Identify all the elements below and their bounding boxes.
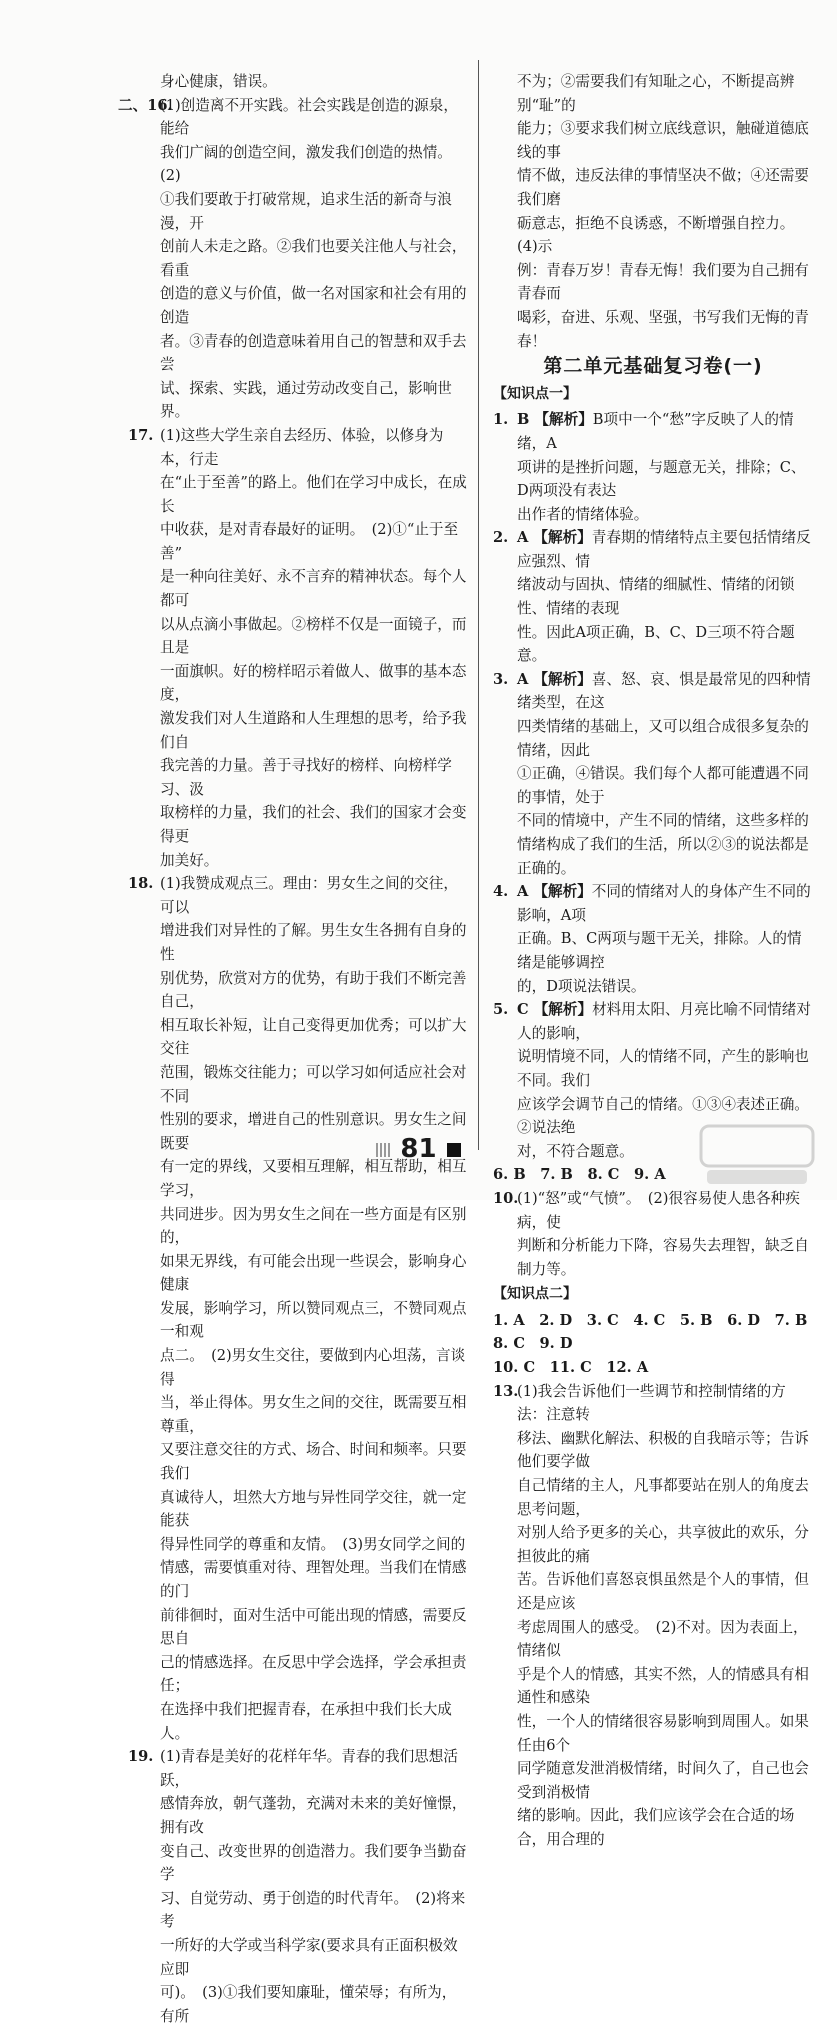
- text-line: 又要注意交往的方式、场合、时间和频率。只要我们: [160, 1441, 467, 1483]
- question-number: 5.: [493, 1001, 509, 1019]
- answers-row-2: 10. C 11. C 12. A: [493, 1359, 649, 1377]
- question-1: [493, 408, 813, 526]
- text-line: 者。③青春的创造意味着用自己的智慧和双手去尝: [160, 332, 467, 374]
- text-line: 性，一个人的情绪很容易影响到周围人。如果任由6个: [517, 1712, 809, 1754]
- text-line: 项讲的是挫折问题，与题意无关，排除；C、D两项没有表达: [517, 458, 806, 500]
- text-line: 四类情绪的基础上，又可以组合成很多复杂的情绪，因此: [517, 718, 809, 759]
- question-13: [493, 1380, 813, 1852]
- question-10: [493, 1187, 813, 1281]
- text-line: (1)“怒”或“气愤”。 (2)很容易使人患各种疾病，使: [517, 1189, 800, 1231]
- text-line: 不为；②需要我们有知耻之心，不断提高辨别“耻”的: [517, 73, 795, 114]
- text-line: 习、自觉劳动、勇于创造的时代青年。 (2)将来考: [160, 1889, 466, 1931]
- text-line: 乎是个人的情感，其实不然，人的情感具有相通性和感染: [517, 1665, 809, 1707]
- knowledge-point-1-heading: 【知识点一】: [493, 385, 577, 402]
- text-line: 如果无界线，有可能会出现一些误会，影响身心健康: [160, 1252, 467, 1294]
- text-line: 激发我们对人生道路和人生理想的思考，给予我们自: [160, 710, 467, 751]
- text-line: 创前人未走之路。②我们也要关注他人与社会，看重: [160, 238, 467, 279]
- text-line: B项中一个“愁”字反映了人的情绪，A: [517, 411, 794, 452]
- text-line: (1)青春是美好的花样年华。青春的我们思想活跃，: [160, 1748, 458, 1789]
- answer-lines: [517, 411, 813, 526]
- text-line: 绪波动与固执、情绪的细腻性、情绪的闭锁性、情绪的表现: [517, 576, 795, 618]
- question-number: 19.: [128, 1748, 154, 1766]
- answer-tag: A 【解析】: [517, 883, 592, 901]
- question-number: 17.: [128, 426, 154, 444]
- square-icon: [447, 1143, 461, 1157]
- text-line: 变自己、改变世界的创造潜力。我们要争当勤奋学: [160, 1842, 467, 1884]
- answer-lines: [517, 1380, 813, 1852]
- text-line: 前徘徊时，面对生活中可能出现的情感，需要反思自: [160, 1606, 467, 1648]
- text-line: 一所好的大学或当科学家(要求具有正面积极效应即: [160, 1936, 458, 1978]
- text-line: 当，举止得体。男女生之间的交往，既需要互相尊重，: [160, 1394, 467, 1435]
- question-number: 二、16.: [118, 96, 173, 114]
- page-number: 81: [400, 1134, 437, 1164]
- text-line: 砺意志，拒绝不良诱惑，不断增强自控力。 (4)示: [517, 214, 802, 256]
- answer-lines: [517, 1187, 813, 1281]
- question-2: [493, 526, 813, 668]
- answers-row-1: 1. A 2. D 3. C 4. C 5. B 6. D 7. B 8. C 9. D: [493, 1311, 822, 1353]
- text-line: 中收获，是对青春最好的证明。 (2)①“止于至善”: [160, 521, 459, 562]
- right-column: [493, 70, 822, 1852]
- question-number: 13.: [493, 1382, 519, 1400]
- text-line: 别优势，欣赏对方的优势，有助于我们不断完善自己，: [160, 969, 467, 1011]
- question-18: [118, 872, 468, 1745]
- question-number: 3.: [493, 670, 509, 688]
- text-line: 一面旗帜。好的榜样昭示着做人、做事的基本态度，: [160, 662, 467, 704]
- text-line: 说明情境不同，人的情绪不同，产生的影响也不同。我们: [517, 1048, 809, 1089]
- text-line: 范围，锻炼交往能力；可以学习如何适应社会对不同: [160, 1063, 467, 1105]
- text-line: 感情奔放，朝气蓬勃，充满对未来的美好憧憬，拥有改: [160, 1795, 467, 1836]
- text-line: 自己情绪的主人，凡事都要站在别人的角度去思考问题，: [517, 1477, 809, 1518]
- text-line: 点二。 (2)男女生交往，要做到内心坦荡，言谈得: [160, 1347, 466, 1388]
- answer-tag: A 【解析】: [517, 529, 592, 547]
- text-line: 取榜样的力量，我们的社会、我们的国家才会变得更: [160, 804, 467, 845]
- text-line: 出作者的情绪体验。: [517, 505, 649, 523]
- text-line: 情绪构成了我们的生活，所以②③的说法都是正确的。: [517, 836, 809, 877]
- question-19: [118, 1745, 468, 2028]
- top-line: 身心健康，错误。: [160, 73, 277, 90]
- text-line: 青春期的情绪特点主要包括情绪反应强烈、情: [517, 529, 811, 570]
- text-line: 加美好。: [160, 851, 219, 869]
- text-line: 考虑周围人的感受。 (2)不对。因为表面上，情绪似: [517, 1618, 808, 1660]
- text-line: 共同进步。因为男女生之间在一些方面是有区别的，: [160, 1205, 467, 1247]
- watermark-logo-icon: [697, 1120, 817, 1190]
- question-4: [493, 880, 813, 998]
- text-line: 有一定的界线，又要相互理解，相互帮助，相互学习，: [160, 1158, 467, 1199]
- text-line: (1)我赞成观点三。理由：男女生之间的交往，可以: [160, 875, 458, 916]
- knowledge-point-2-heading: 【知识点二】: [493, 1286, 577, 1303]
- question-number: 10.: [493, 1189, 519, 1207]
- text-line: 得异性同学的尊重和友情。 (3)男女同学之间的: [160, 1535, 466, 1553]
- answer-tag: C 【解析】: [517, 1001, 593, 1019]
- question-number: 1.: [493, 411, 509, 429]
- text-line: 材料用太阳、月亮比喻不同情绪对人的影响，: [517, 1001, 811, 1042]
- text-line: 对别人给予更多的关心，共享彼此的欢乐，分担彼此的痛: [517, 1524, 809, 1565]
- text-line: ①正确，④错误。我们每个人都可能遭遇不同的事情，处于: [517, 765, 809, 806]
- text-line: 绪的影响。因此，我们应该学会在合适的场合，用合理的: [517, 1807, 795, 1848]
- text-line: 应该学会调节自己的情绪。①③④表述正确。②说法绝: [517, 1095, 809, 1137]
- text-line: 以从点滴小事做起。②榜样不仅是一面镜子，而且是: [160, 615, 467, 657]
- text-line: 不同的情绪对人的身体产生不同的影响，A项: [517, 883, 811, 924]
- continued-answer: [493, 70, 813, 353]
- decor-grid-icon: [376, 1143, 390, 1157]
- text-line: 喝彩，奋进、乐观、坚强，书写我们无悔的青春！: [517, 308, 809, 350]
- text-line: 移法、幽默化解法、积极的自我暗示等；告诉他们要学做: [517, 1429, 809, 1471]
- question-number: 4.: [493, 883, 509, 901]
- answer-lines: [517, 883, 813, 998]
- column-divider: [478, 60, 479, 1150]
- answer-lines: [517, 671, 813, 880]
- question-3: [493, 668, 813, 880]
- text-line: 例：青春万岁！青春无悔！我们要为自己拥有青春而: [517, 261, 809, 303]
- text-line: 在“止于至善”的路上。他们在学习中成长，在成长: [160, 474, 467, 515]
- text-line: 试、探索、实践，通过劳动改变自己，影响世界。: [160, 379, 452, 421]
- text-line: ①我们要敢于打破常规，追求生活的新奇与浪漫，开: [160, 190, 452, 232]
- text-line: 增进我们对异性的了解。男生女生各拥有自身的性: [160, 922, 467, 963]
- text-line: 苦。告诉他们喜怒哀惧虽然是个人的事情，但还是应该: [517, 1571, 809, 1612]
- text-line: 己的情感选择。在反思中学会选择，学会承担责任；: [160, 1653, 467, 1695]
- text-line: 我们广阔的创造空间，激发我们创造的热情。 (2): [160, 143, 460, 185]
- text-line: 喜、怒、哀、惧是最常见的四种情绪类型，在这: [517, 670, 811, 712]
- text-line: 判断和分析能力下降，容易失去理智，缺乏自制力等。: [517, 1237, 809, 1278]
- answer-tag: B 【解析】: [517, 411, 593, 429]
- text-line: (1)这些大学生亲自去经历、体验，以修身为本，行走: [160, 426, 444, 468]
- question-16: [118, 94, 468, 424]
- text-line: 情不做，违反法律的事情坚决不做；④还需要我们磨: [517, 167, 809, 208]
- answer-lines: [160, 424, 468, 872]
- answer-lines: [160, 872, 468, 1745]
- text-line: 发展，影响学习，所以赞同观点三，不赞同观点一和观: [160, 1299, 467, 1341]
- text-line: (1)我会告诉他们一些调节和控制情绪的方法：注意转: [517, 1382, 786, 1424]
- text-line: 能力；③要求我们树立底线意识，触碰道德底线的事: [517, 120, 809, 161]
- answer-lines: [160, 1745, 468, 2028]
- text-line: 相互取长补短，让自己变得更加优秀；可以扩大交往: [160, 1016, 467, 1058]
- text-line: 性。因此A项正确，B、C、D三项不符合题意。: [517, 623, 795, 665]
- text-line: 是一种向往美好、永不言弃的精神状态。每个人都可: [160, 568, 467, 610]
- text-line: 同学随意发泄消极情绪，时间久了，自己也会受到消极情: [517, 1760, 809, 1801]
- question-number: 2.: [493, 529, 509, 547]
- text-line: 可)。 (3)①我们要知廉耻，懂荣辱；有所为，有所: [160, 1984, 457, 2025]
- question-number: 18.: [128, 875, 154, 893]
- answer-lines: [517, 529, 813, 668]
- text-line: 在选择中我们把握青春，在承担中我们长大成人。: [160, 1700, 452, 1742]
- text-line: 我完善的力量。善于寻找好的榜样、向榜样学习、汲: [160, 757, 452, 798]
- text-line: 对，不符合题意。: [517, 1142, 634, 1160]
- text-line: 真诚待人，坦然大方地与异性同学交往，就一定能获: [160, 1488, 467, 1530]
- text-line: 情感，需要慎重对待、理智处理。当我们在情感的门: [160, 1559, 467, 1600]
- answers-6-to-9: 6. B 7. B 8. C 9. A: [493, 1166, 666, 1184]
- text-line: 正确。B、C两项与题干无关，排除。人的情绪是能够调控: [517, 930, 802, 971]
- text-line: 的，D项说法错误。: [517, 977, 646, 995]
- question-17: [118, 424, 468, 872]
- answer-lines: [160, 94, 468, 424]
- text-line: 不同的情境中，产生不同的情绪，这些多样的: [517, 812, 809, 830]
- unit-title: 第二单元基础复习卷(一): [543, 355, 763, 378]
- text-line: 性别的要求，增进自己的性别意识。男女生之间既要: [160, 1111, 467, 1152]
- left-column: [118, 70, 468, 2028]
- text-line: 创造的意义与价值，做一名对国家和社会有用的创造: [160, 285, 467, 326]
- answer-tag: A 【解析】: [517, 670, 592, 688]
- text-line: (1)创造离不开实践。社会实践是创造的源泉，能给: [160, 96, 458, 138]
